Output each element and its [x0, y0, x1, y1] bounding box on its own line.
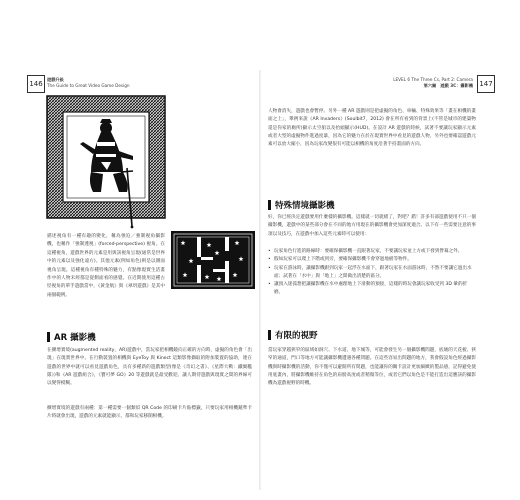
right-running-header: [393, 77, 473, 89]
left-header-subtitle: The Guide to Great Video Game Design: [47, 83, 130, 88]
list-item: • 玩家在游泳時，讓攝影機跟到玩家一起浮在水面下，跟著玩家在水面游泳時，不然不要讓它過出水面；試著在「水中」與「地上」之間做出清楚的區分。: [268, 265, 476, 282]
left-header-title: 遊戲升級: [47, 77, 64, 82]
page-gutter: [259, 70, 261, 490]
right-page-number: 147: [477, 75, 495, 93]
section-marker: [268, 330, 271, 340]
left-page-number: 146: [27, 75, 45, 93]
right-intro-paragraph: 人物會消失，遊戲也會暫停。另外一種 AR 遊戲則是把虛擬的角色、車輛、特殊效果等「畫在相機的畫面之上」，舉例來說《AR Invaders》(Soulbit7，2012) 會在所有看到的背景上(不管是城市的建築物還是你家的廁所)顯示太空船以及抬頭顯示(HUD)。在設計 AR 遊戲的時候，試著不要讓玩家顯示元素或者大型的虛擬物件進過度暴，因為它的魅力在於在現實世界中看見的遊戲人物，另外也要確認遊戲元素可以放大縮小，因為玩家改變很有可能以相機的角度沿著手持畫面的方向。: [268, 109, 476, 148]
knight-illustration: [41, 92, 169, 230]
tips-list: [268, 248, 476, 298]
section-title: 有限的視野: [275, 331, 318, 341]
starry-room-illustration: [171, 231, 255, 289]
limited-body-paragraph: 當玩家穿越狹窄的區域如洞穴、下水道、地下城等，可能會發生另一個攝影機問題，底壞的天花板、狹窄的通道，門口等地方可能讓攝影機遭遇各種問題。在這些容易出問題的地方，我會假設角色經過攝影機與時攝影機的活動，你不僅可以避開所有問題，也能讓你的關卡設計更加細緻的製品感，記得避免使用底畫內，將攝影機維持在角色的肩膀高度或者稍微等位，或者它們以角色是不能打造出這應該的攝影機為遊戲視野的時機。: [268, 348, 476, 387]
section-heading-limited: [268, 329, 318, 341]
ar-body-paragraph-2: 擴增實境的遊戲有兩種：第一種需要一個類似 QR Code 的印刷卡片貼標籤，只要玩家用相機鏡準卡片時就會出現，遊戲的元素就能顯示，都和玩家移開相機。: [47, 406, 252, 420]
right-header-title: LEVEL 6 The Three Cs, Part 2: Camera: [393, 77, 473, 82]
section-heading-ar: [47, 331, 96, 343]
special-body-paragraph: 好，你已經決定遊戲要用什麼樣的攝影機。這樣就一切就緒了，對吧？錯！許多有部遊戲使用不只一個攝影機，遊戲中的某些部分會在不同的地方用現在的攝影機會更加深度適合。以下有一些需要注意的事項以及技巧，在遊戲中加入這些元素時可以使用：: [268, 215, 476, 237]
right-header-subtitle: 第六關 遊戲 3C：攝影機: [423, 83, 473, 88]
section-title: AR 攝影機: [54, 333, 96, 343]
section-marker: [47, 332, 50, 342]
left-running-header: [47, 77, 130, 89]
section-marker: [268, 200, 271, 210]
list-item: • 假如玩家可以爬上下階或到旁，要確保攝影機不會穿過地板等物件。: [268, 256, 476, 264]
list-item: • 讓預入迷孤想把讓攝影機在水中處理地上下滑動的預接，這樣的時玩會讓玩家收受到 3D 暈的折磨。: [268, 281, 476, 298]
section-heading-special: [268, 199, 335, 211]
section-title: 特殊情境攝影機: [275, 201, 335, 211]
list-item: • 玩家角色行進的路線時：要確保攝影機一直跟著玩家，不要讓玩家並上方或下發到營幕之外。: [268, 248, 476, 256]
figure-caption: 描述視角有一種有趣的變化，稱為強迫／強制視角攝影機，也稱作「強制透視」(forced-perspective) 視角。在這種視角，遊戲世界的元素是用與該視角呈現(通常是世界中的元素以及強化遠方)。其他元素(例如角色)則是以側面視角呈現。這種視角有種特殊的魅力，有點像現實生活畫作中的人物未經都是從側面看的感覺。在近期使用這種古怪視角的單手遊戲當中，《黃金航》與《翠玥遊戲》是其中兩個範例。: [47, 234, 165, 298]
ar-body-paragraph: 在擴增實境(augmented reality，AR)遊戲中，當玩家把相機鏡向正確的方向時，虛擬的角色會「出現」在現實世界中。在行動裝置的相機與 EyeToy 與 Kinect 這類影像擷取的附加裝置的協助，連在遊戲的世界中就可以看見遊戲角色，具有多種新的遊戲類型(像是《奇幻之書》、《星際大戰：鐵翼艦隊》)和《AR 遊戲組合》，《寶可夢 GO》20 等遊戲就是最受歡迎、讓人期待遊戲與現實之間的界線可以變得模糊。: [47, 348, 252, 387]
